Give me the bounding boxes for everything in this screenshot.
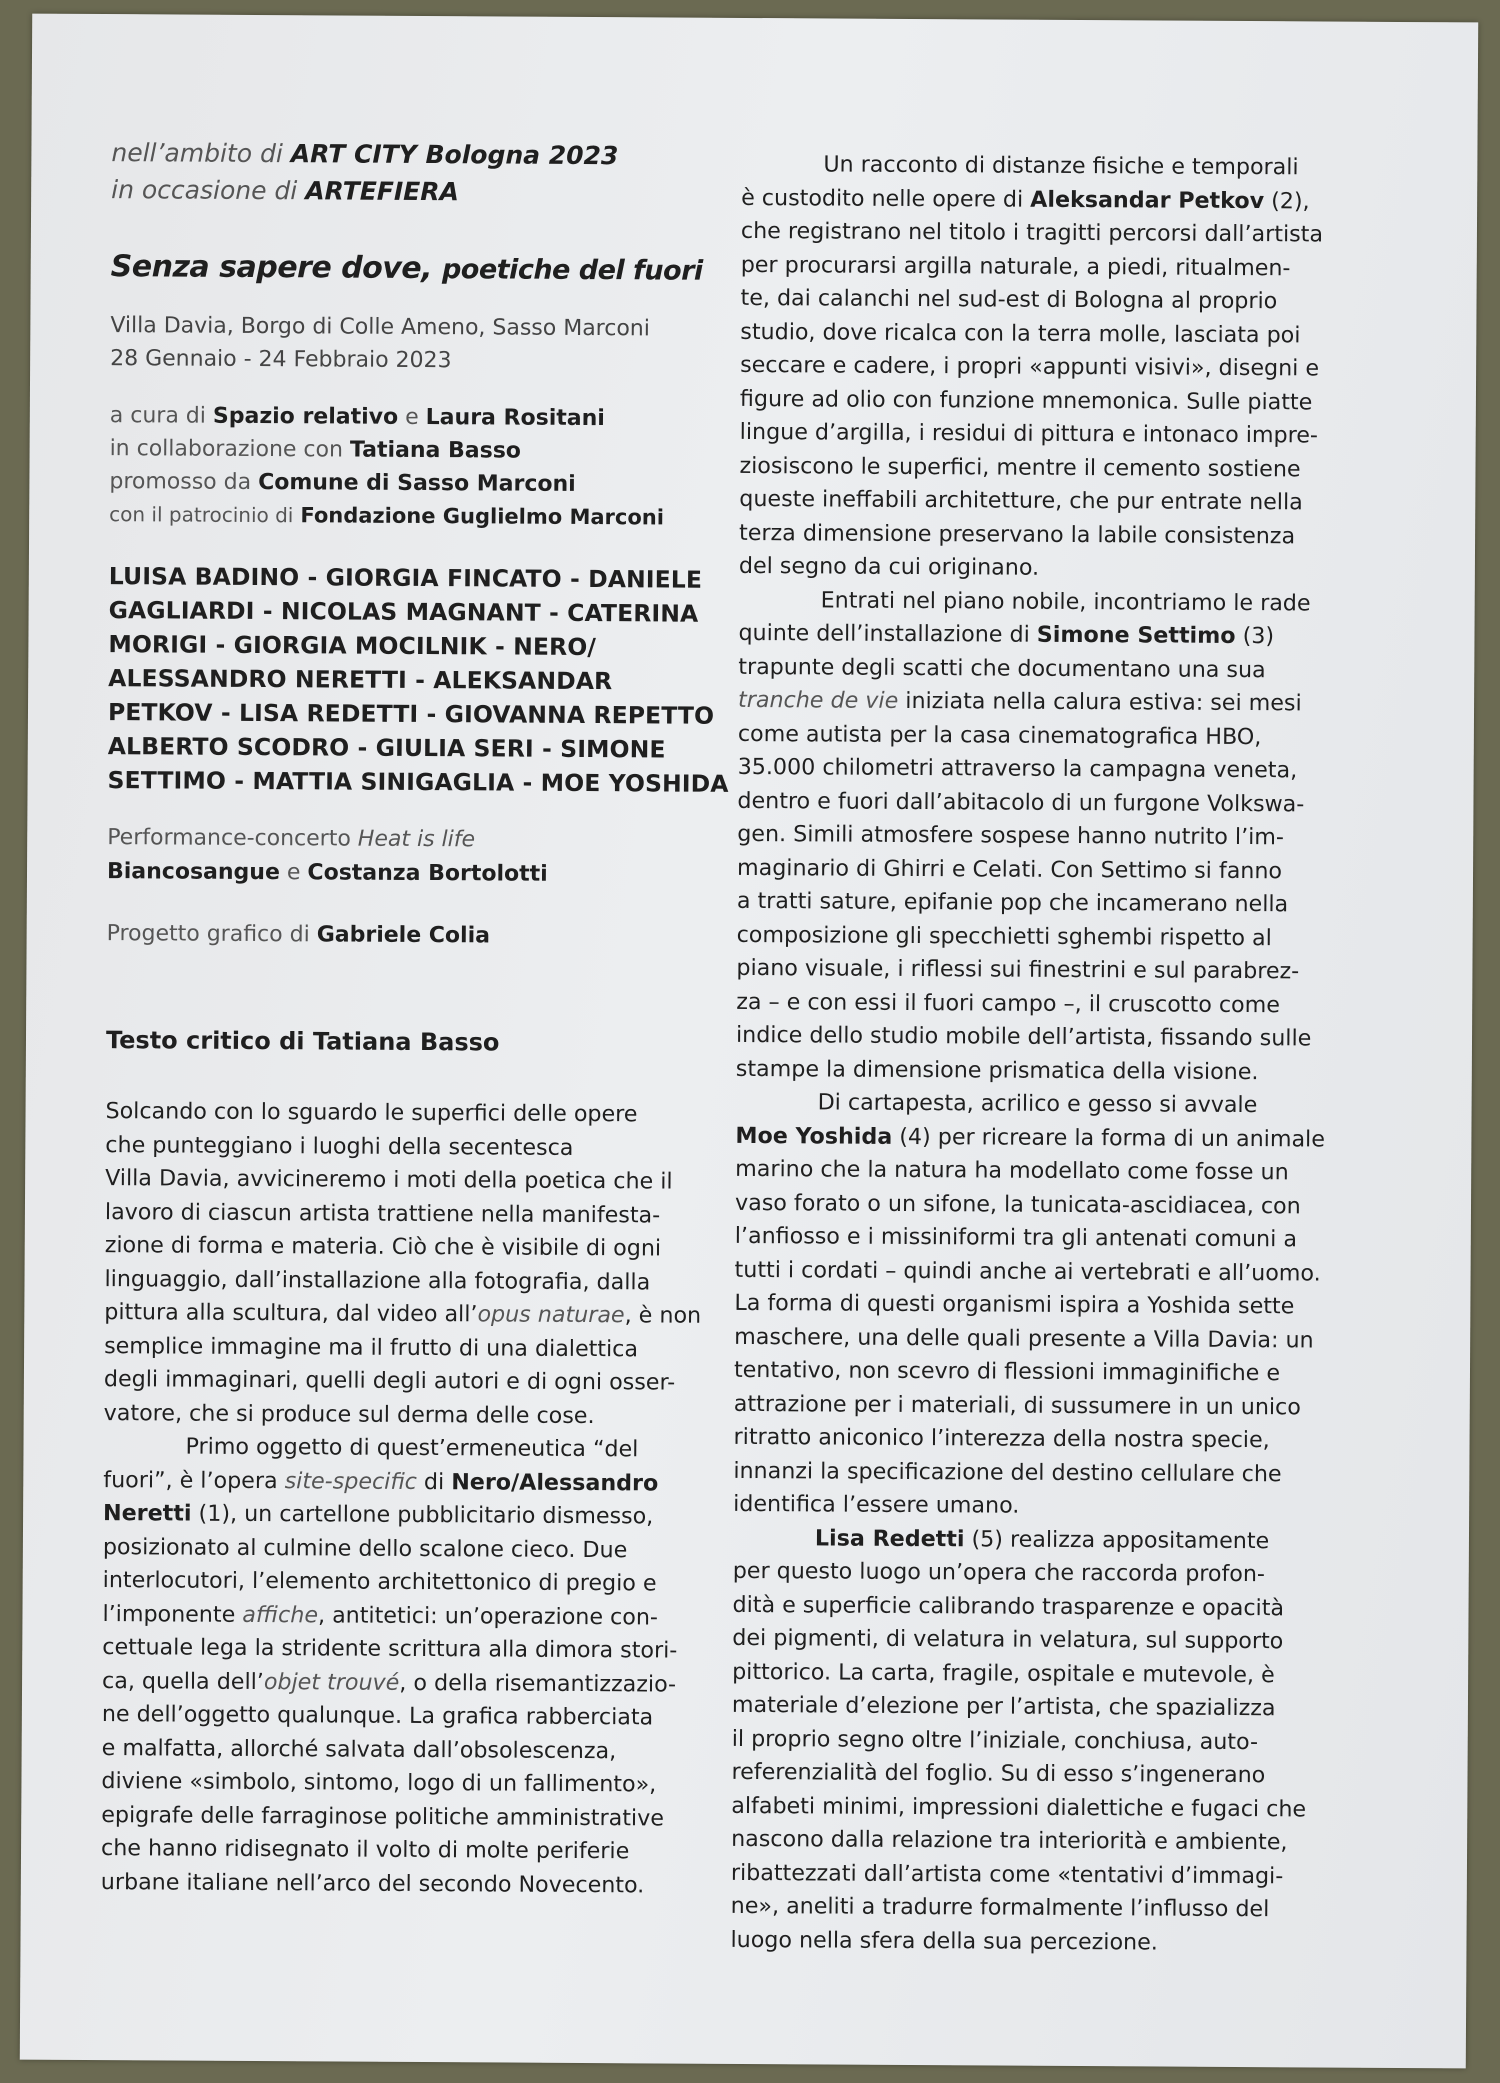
right-column	[730, 148, 1361, 1961]
paragraph-petkov: Un racconto di distanze fisiche e temporali è custodito nelle opere di Aleksandar Petkov (2), che registrano nel titolo i tragitti percorsi dall’artista per procurarsi argilla naturale, a piedi, ritualmen- te, dai calanchi nel sud-est di Bologna al proprio studio, dove ricalca con la terra molle, lasciata poi seccare e cadere, i propri «appunti visivi», disegni e figure ad olio con funzione mnemonica. Sulle piatte lingue d’argilla, i residui di pittura e intonaco impre- ziosiscono le superfici, mentre il cemento sostiene queste ineffabili architetture, che pur entrate nella terza dimensione preservano la labile consistenza del segno da cui originano.	[738, 151, 1324, 581]
exhibition-venue-dates	[110, 309, 740, 379]
event-context	[111, 134, 741, 212]
venue-text: Villa Davia, Borgo di Colle Ameno, Sasso Marconi	[110, 313, 650, 342]
graphic-design-credit: Progetto grafico di Gabriele Colia	[106, 921, 491, 949]
paragraph-neretti: Primo oggetto di quest’ermeneutica “del fuori”, è l’opera site-specific di Nero/Alessandro Neretti (1), un cartellone pubblicitario dismesso, posizionato al culmine dello scalone cieco. Due interlocutori, l’elemento architettonico di pregio e l’imponente affiche, antitetici: un’operazione con- cettuale lega la stridente scrittura alla dimora stori- ca, quella dell’objet trouvé, o della risemantizzazio- ne dell’oggetto qualunque. La grafica rabberciata e malfatta, allorché salvata dall’obsolescenza, diviene «simbolo, sintomo, logo di un fallimento», epigrafe delle farraginose politiche amministrative che hanno ridisegnato il volto di molte periferie urbane italiane nell’arco del secondo Novecento.	[100, 1433, 678, 1898]
exhibition-title: Senza sapere dove, poetiche del fuori	[110, 249, 703, 287]
paragraph-yoshida: Di cartapesta, acrilico e gesso si avvale Moe Yoshida (4) per ricreare la forma di un animale marino che la natura ha modellato come fosse un vaso forato o un sifone, la tunicata-ascidiacea, con l’anfiosso e i missiniformi tra gli antenati comuni a tutti i cordati – quindi anche ai vertebrati e all’uomo. La forma di questi organismi ispira a Yoshida sette maschere, una delle quali presente a Villa Davia: un tentativo, non scevro di flessioni immaginifiche e attrazione per i materiali, di sussumere in un unico ritratto aniconico l’interezza della nostra specie, innanzi la specificazione del destino cellulare che identifica l’essere umano.	[733, 1089, 1325, 1519]
credit-collaboration: in collaborazione con Tatiana Basso	[109, 436, 522, 464]
credits-block	[109, 399, 740, 535]
document-page	[20, 14, 1478, 2069]
left-column	[101, 134, 742, 1903]
credit-curators: a cura di Spazio relativo e Laura Rositani	[109, 403, 605, 432]
paragraph-redetti: Lisa Redetti (5) realizza appositamente per questo luogo un’opera che raccorda profon- dità e superficie calibrando trasparenze e opacità dei pigmenti, di velatura in velatura, sul supporto pittorico. La carta, fragile, ospitale e mutevole, è materiale d’elezione per l’artista, che spazializza il proprio segno oltre l’iniziale, conchiusa, auto- referenzialità del foglio. Su di esso s’ingenerano alfabeti minimi, impressioni dialettiche e fugaci che nascono dalla relazione tra interiorità e ambiente, ribattezzati dall’artista come «tentativi d’immagi- ne», aneliti a tradurre formalmente l’influsso del luogo nella sfera della sua percezione.	[730, 1524, 1307, 1956]
left-body-text	[101, 1095, 736, 1903]
credit-patronage: con il patrocinio di Fondazione Guglielmo Marconi	[109, 502, 665, 530]
paragraph-intro: Solcando con lo sguardo le superfici delle opere che punteggiano i luoghi della secentesca Villa Davia, avvicineremo i moti della poetica che il lavoro di ciascun artista trattiene nella manifesta- zione di forma e materia. Ciò che è visibile di ogni linguaggio, dall’installazione alla fotografia, dalla pittura alla scultura, dal video all’opus naturae, è non semplice immagine ma il frutto di una dialettica degli immaginari, quelli degli autori e di ogni osser- vatore, che si produce sul derma delle cose.	[103, 1098, 702, 1429]
artists-list: LUISA BADINO - GIORGIA FINCATO - DANIELE GAGLIARDI - NICOLAS MAGNANT - CATERINA MORIGI - GIORGIA MOCILNIK - NERO/ ALESSANDRO NERETTI - ALEKSANDAR PETKOV - LISA REDETTI - GIOVANNA REPETTO ALBERTO SCODRO - GIULIA SERI - SIMONE SETTIMO - MATTIA SINIGAGLIA - MOE YOSHIDA	[107, 562, 729, 798]
credit-promoter: promosso da Comune di Sasso Marconi	[109, 469, 576, 497]
dates-text: 28 Gennaio - 24 Febbraio 2023	[110, 346, 452, 374]
context-line-artcity: nell’ambito di ART CITY Bologna 2023	[111, 138, 619, 171]
performance-credit: Performance-concerto Heat is life Biancosangue e Costanza Bortolotti	[106, 825, 548, 887]
critic-heading: Testo critico di Tatiana Basso	[105, 1026, 500, 1057]
paragraph-settimo: Entrati nel piano nobile, incontriamo le rade quinte dell’installazione di Simone Settimo (3) trapunte degli scatti che documentano una sua tranche de vie iniziata nella calura estiva: sei mesi come autista per la casa cinematografica HBO, 35.000 chilometri attraverso la campagna veneta, dentro e fuori dall’abitacolo di un furgone Volkswa- gen. Simili atmosfere sospese hanno nutrito l’im- maginario di Ghirri e Celati. Con Settimo si fanno a tratti sature, epifanie pop che incamerano nella composizione gli specchietti sghembi rispetto al piano visuale, i riflessi sui finestrini e sul parabrez- za – e con essi il fuori campo –, il cruscotto come indice dello studio mobile dell’artista, fissando sulle stampe la dimensione prismatica della visione.	[735, 586, 1312, 1085]
context-line-artefiera: in occasione di ARTEFIERA	[111, 175, 460, 207]
